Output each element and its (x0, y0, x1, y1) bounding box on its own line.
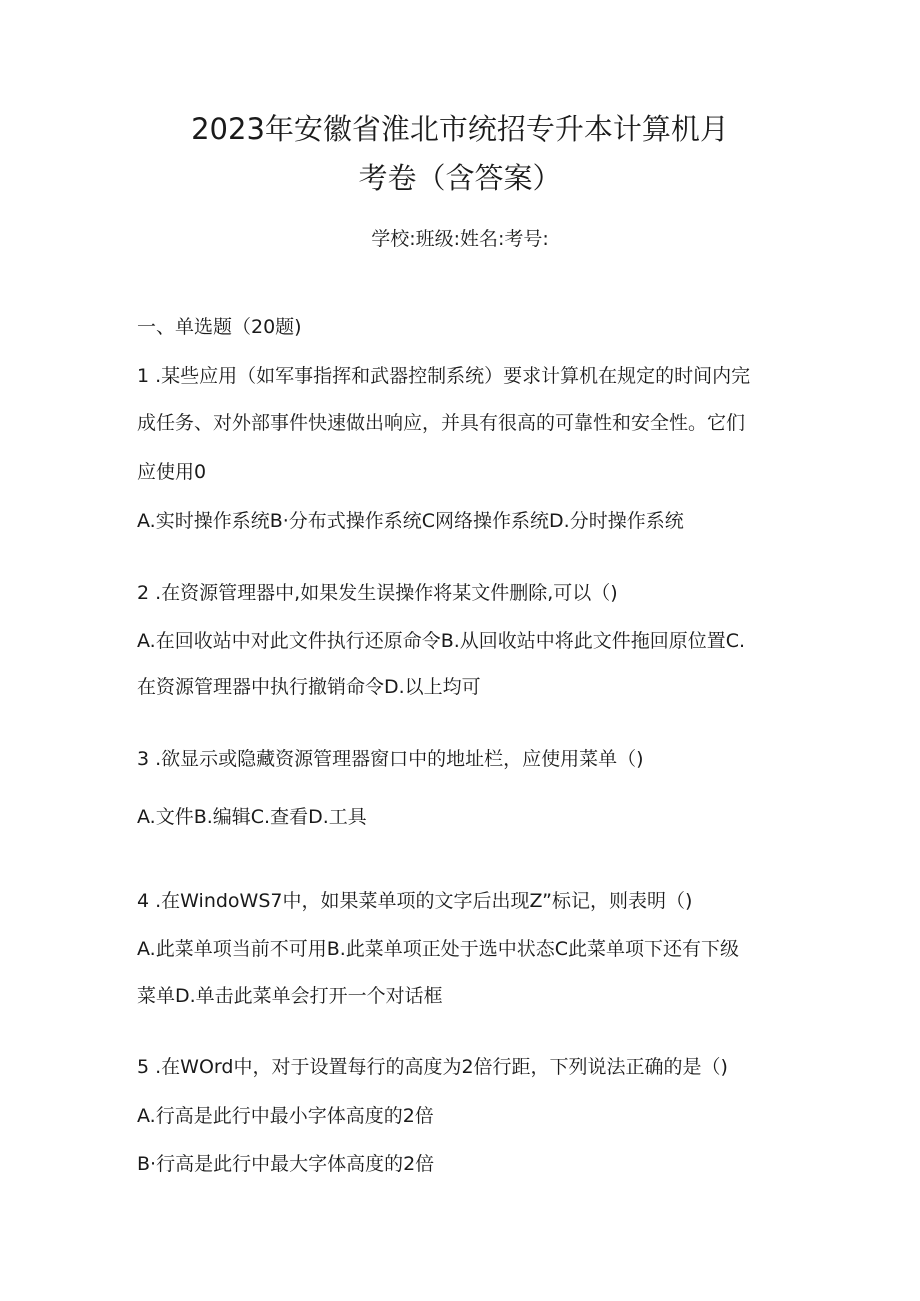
question-1-line-3: 应使用0 (137, 461, 207, 483)
question-2-options-line-1: A.在回收站中对此文件执行还原命令B.从回收站中将此文件拖回原位置C. (137, 630, 746, 652)
question-3-options: A.文件B.编辑C.查看D.工具 (137, 806, 367, 828)
question-5-line-1: 5 .在WOrd中，对于设置每行的高度为2倍行距，下列说法正确的是（) (137, 1056, 728, 1078)
section-heading: 一、单选题（20题) (137, 316, 302, 338)
question-2-line-1: 2 .在资源管理器中,如果发生误操作将某文件删除,可以（) (137, 582, 618, 604)
question-5-option-a: A.行高是此行中最小字体高度的2倍 (137, 1105, 434, 1127)
question-4-options-line-2: 菜单D.单击此菜单会打开一个对话框 (137, 985, 443, 1007)
question-4-line-1: 4 .在WindoWS7中，如果菜单项的文字后出现Z”标记，则表明（) (137, 890, 693, 912)
question-2-options-line-2: 在资源管理器中执行撤销命令D.以上均可 (137, 676, 481, 698)
question-3-line-1: 3 .欲显示或隐藏资源管理器窗口中的地址栏，应使用菜单（) (137, 748, 644, 770)
question-1-line-1: 1 .某些应用（如军事指挥和武器控制系统）要求计算机在规定的时间内完 (137, 365, 751, 387)
question-1-options: A.实时操作系统B·分布式操作系统C网络操作系统D.分时操作系统 (137, 510, 684, 532)
document-title-line-1: 2023年安徽省淮北市统招专升本计算机月 (191, 112, 729, 146)
document-title-line-2: 考卷（含答案） (358, 161, 562, 195)
question-1-line-2: 成任务、对外部事件快速做出响应，并具有很高的可靠性和安全性。它们 (137, 412, 746, 434)
question-5-option-b: B·行高是此行中最大字体高度的2倍 (137, 1153, 435, 1175)
student-info-line: 学校:班级:姓名:考号: (371, 228, 549, 250)
question-4-options-line-1: A.此菜单项当前不可用B.此菜单项正处于选中状态C此菜单项下还有下级 (137, 938, 740, 960)
